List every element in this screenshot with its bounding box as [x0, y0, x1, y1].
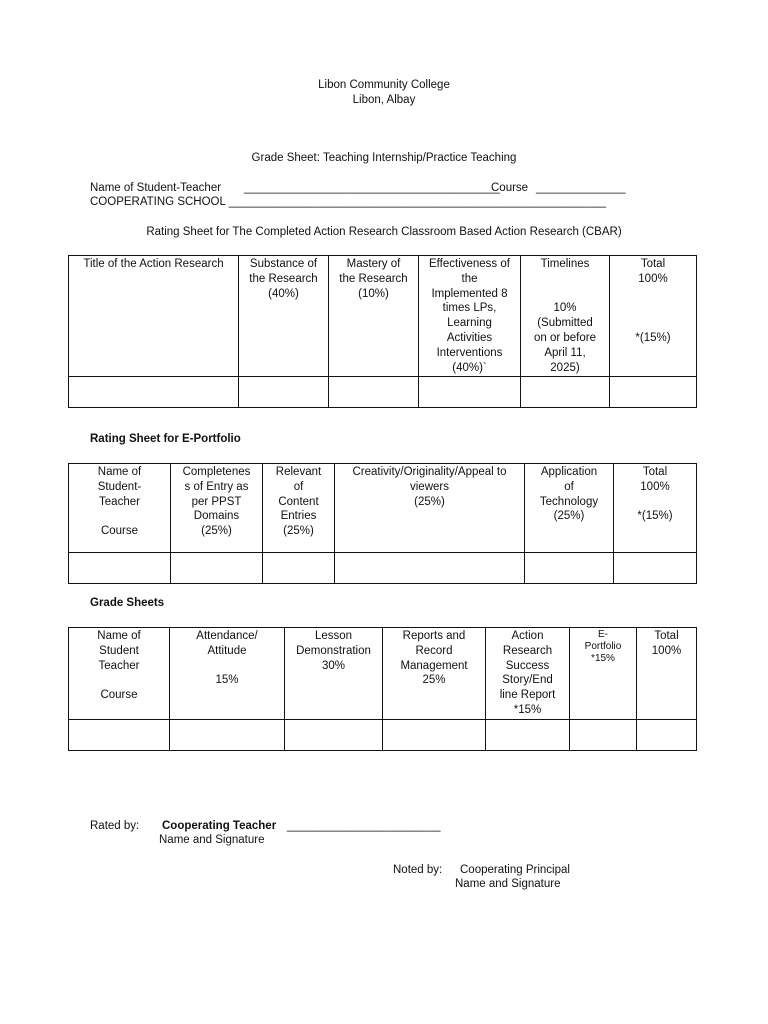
cbar-header-total: Total 100% *(15%) [610, 256, 697, 377]
course-line: ______________ [536, 182, 626, 194]
eportfolio-header-name: Name of Student- Teacher Course [69, 464, 171, 553]
cbar-header-substance: Substance of the Research (40%) [239, 256, 329, 377]
student-teacher-line: ________________________________________ [244, 182, 500, 194]
grade-sheets-table [68, 627, 697, 751]
cbar-entry-cell[interactable] [419, 377, 521, 408]
grade-entry-cell[interactable] [285, 719, 383, 750]
eportfolio-entry-cell[interactable] [263, 553, 335, 584]
principal-name-signature: Name and Signature [455, 878, 561, 890]
student-teacher-label: Name of Student-Teacher [90, 182, 222, 194]
grade-header-attendance: Attendance/ Attitude 15% [170, 628, 285, 720]
cooperating-teacher-label: Cooperating Teacher [162, 820, 277, 832]
cbar-header-mastery: Mastery of the Research (10%) [329, 256, 419, 377]
eportfolio-entry-cell[interactable] [335, 553, 525, 584]
grade-header-total: Total 100% [637, 628, 697, 720]
school-name: Libon Community College [318, 79, 450, 91]
grade-entry-cell[interactable] [170, 719, 285, 750]
eportfolio-header-completeness: Completenes s of Entry as per PPST Domains (25%) [171, 464, 263, 553]
grade-sheets-entry-row [69, 719, 697, 750]
grade-entry-cell[interactable] [69, 719, 170, 750]
teacher-name-signature: Name and Signature [159, 834, 265, 846]
grade-entry-cell[interactable] [486, 719, 570, 750]
cbar-entry-cell[interactable] [521, 377, 610, 408]
grade-header-name: Name of Student Teacher Course [69, 628, 170, 720]
eportfolio-section-title: Rating Sheet for E-Portfolio [90, 433, 241, 445]
cbar-table [68, 255, 697, 408]
grade-sheets-section-title: Grade Sheets [90, 597, 165, 609]
rated-by-label: Rated by: [90, 820, 140, 832]
grade-entry-cell[interactable] [637, 719, 697, 750]
cooperating-school-field: COOPERATING SCHOOL ___________________________________________________________ [90, 196, 607, 208]
document-title: Grade Sheet: Teaching Internship/Practice Teaching [251, 152, 517, 164]
grade-header-reports: Reports and Record Management 25% [383, 628, 486, 720]
cbar-entry-cell[interactable] [329, 377, 419, 408]
eportfolio-entry-cell[interactable] [525, 553, 614, 584]
grade-header-lesson-demo: Lesson Demonstration 30% [285, 628, 383, 720]
course-label: Course [491, 182, 529, 194]
eportfolio-entry-row [69, 553, 697, 584]
eportfolio-header-relevance: Relevant of Content Entries (25%) [263, 464, 335, 553]
eportfolio-header-creativity: Creativity/Originality/Appeal to viewers (25%) [335, 464, 525, 553]
noted-by-label: Noted by: [393, 864, 443, 876]
cbar-header-effectiveness: Effectiveness of the Implemented 8 times LPs, Learning Activities Interventions (40%)` [419, 256, 521, 377]
teacher-signature-line: ________________________ [287, 820, 441, 832]
eportfolio-table [68, 463, 697, 584]
eportfolio-header-technology: Application of Technology (25%) [525, 464, 614, 553]
eportfolio-entry-cell[interactable] [614, 553, 697, 584]
grade-header-action-research: Action Research Success Story/End line Report *15% [486, 628, 570, 720]
eportfolio-entry-cell[interactable] [69, 553, 171, 584]
grade-sheets-header-row [69, 628, 697, 720]
cbar-header-title: Title of the Action Research [69, 256, 239, 377]
cbar-entry-row [69, 377, 697, 408]
grade-header-eportfolio: E- Portfolio *15% [570, 628, 637, 720]
cooperating-principal-label: Cooperating Principal [460, 864, 570, 876]
cbar-header-timelines: Timelines 10% (Submitted on or before April 11, 2025) [521, 256, 610, 377]
school-location: Libon, Albay [352, 94, 416, 106]
eportfolio-entry-cell[interactable] [171, 553, 263, 584]
cbar-entry-cell[interactable] [610, 377, 697, 408]
grade-entry-cell[interactable] [570, 719, 637, 750]
cbar-entry-cell[interactable] [239, 377, 329, 408]
cbar-section-title: Rating Sheet for The Completed Action Research Classroom Based Action Research (CBAR) [146, 226, 622, 238]
eportfolio-header-row [69, 464, 697, 553]
grade-entry-cell[interactable] [383, 719, 486, 750]
cbar-header-row [69, 256, 697, 377]
cbar-entry-cell[interactable] [69, 377, 239, 408]
eportfolio-header-total: Total 100% *(15%) [614, 464, 697, 553]
